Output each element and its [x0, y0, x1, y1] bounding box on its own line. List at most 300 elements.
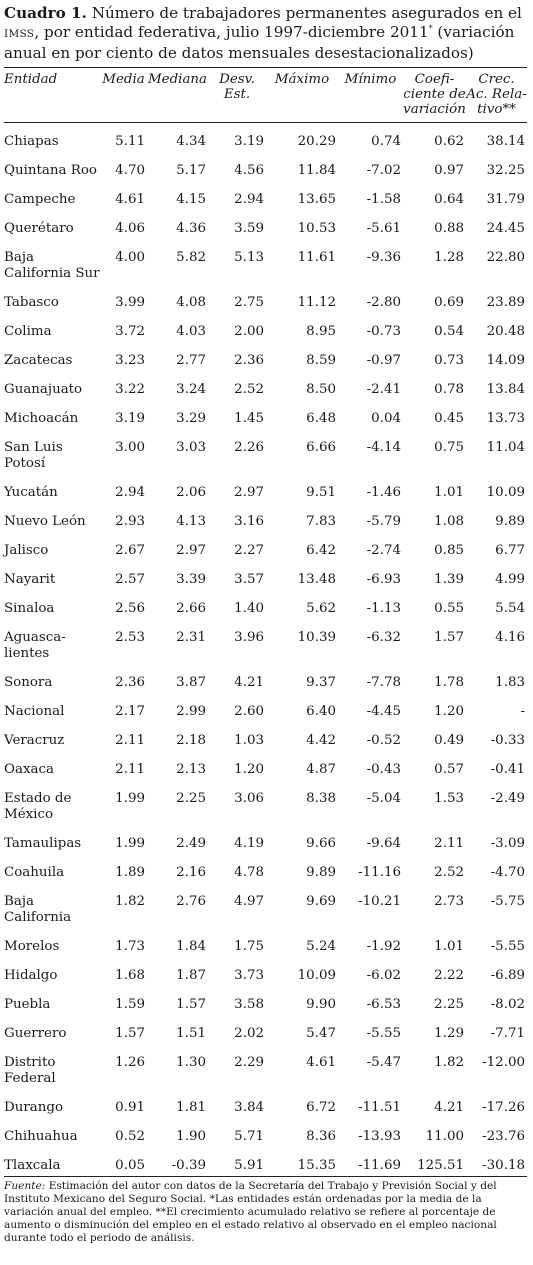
value-cell: 0.52	[115, 1129, 145, 1144]
table-row	[4, 382, 527, 411]
value-cell: 4.61	[115, 192, 145, 207]
entity-cell: Baja California	[4, 894, 72, 925]
table-row	[4, 221, 527, 250]
value-cell: -6.89	[490, 968, 525, 983]
value-cell: -7.78	[366, 675, 401, 690]
value-cell: 2.60	[234, 704, 264, 719]
value-cell: 4.42	[306, 733, 336, 748]
value-cell: 1.81	[176, 1100, 206, 1115]
value-cell: 4.08	[176, 295, 206, 310]
value-cell: 3.96	[234, 630, 264, 645]
value-cell: 8.59	[306, 353, 336, 368]
value-cell: -2.41	[366, 382, 401, 397]
table-row	[4, 411, 527, 440]
value-cell: 2.31	[176, 630, 206, 645]
value-cell: 4.97	[234, 894, 264, 909]
value-cell: -12.00	[482, 1055, 525, 1070]
value-cell: 5.47	[306, 1026, 336, 1041]
bottom-rule	[4, 1176, 527, 1177]
entity-cell: Yucatán	[4, 485, 58, 500]
value-cell: 4.70	[115, 163, 145, 178]
value-cell: 3.29	[176, 411, 206, 426]
value-cell: 2.94	[115, 485, 145, 500]
value-cell: 1.82	[434, 1055, 464, 1070]
table-row	[4, 704, 527, 733]
value-cell: 1.89	[115, 865, 145, 880]
value-cell: 15.35	[297, 1158, 336, 1173]
table-row	[4, 997, 527, 1026]
value-cell: 3.58	[234, 997, 264, 1012]
table-row	[4, 192, 527, 221]
value-cell: 4.21	[234, 675, 264, 690]
value-cell: 0.78	[434, 382, 464, 397]
data-table	[4, 68, 527, 1176]
value-cell: -10.21	[358, 894, 401, 909]
value-cell: 2.26	[234, 440, 264, 455]
entity-cell: Nayarit	[4, 572, 56, 587]
value-cell: 2.94	[234, 192, 264, 207]
value-cell: 2.11	[115, 762, 145, 777]
value-cell: 1.99	[115, 836, 145, 851]
value-cell: 10.53	[297, 221, 336, 236]
value-cell: -9.64	[366, 836, 401, 851]
entity-cell: Veracruz	[4, 733, 65, 748]
value-cell: -1.92	[366, 939, 401, 954]
value-cell: 9.51	[306, 485, 336, 500]
value-cell: -3.09	[490, 836, 525, 851]
entity-cell: Chiapas	[4, 134, 59, 149]
entity-cell: Michoacán	[4, 411, 79, 426]
value-cell: 2.13	[176, 762, 206, 777]
table-row	[4, 836, 527, 865]
value-cell: 0.73	[434, 353, 464, 368]
value-cell: 1.78	[434, 675, 464, 690]
value-cell: 3.59	[234, 221, 264, 236]
table-body	[4, 123, 527, 1177]
table-row	[4, 939, 527, 968]
value-cell: -7.02	[366, 163, 401, 178]
value-cell: 3.24	[176, 382, 206, 397]
value-cell: 11.12	[297, 295, 336, 310]
caption-text-post: , por entidad federativa, julio 1997-diciembre 2011	[34, 23, 429, 41]
value-cell: 1.01	[434, 939, 464, 954]
entity-cell: Puebla	[4, 997, 51, 1012]
value-cell: 5.17	[176, 163, 206, 178]
table-row	[4, 894, 527, 939]
table-row	[4, 675, 527, 704]
entity-cell: Sinaloa	[4, 601, 55, 616]
value-cell: 1.08	[434, 514, 464, 529]
value-cell: 3.99	[115, 295, 145, 310]
entity-cell: Guanajuato	[4, 382, 83, 397]
table-row	[4, 1055, 527, 1100]
value-cell: -2.49	[490, 791, 525, 806]
entity-cell: Distrito Federal	[4, 1055, 56, 1086]
value-cell: -5.55	[490, 939, 525, 954]
value-cell: 0.75	[434, 440, 464, 455]
table-row	[4, 163, 527, 192]
value-cell: 4.06	[115, 221, 145, 236]
column-header: Mediana	[147, 68, 208, 123]
value-cell: 0.54	[434, 324, 464, 339]
table-row	[4, 865, 527, 894]
table-row	[4, 353, 527, 382]
value-cell: 2.27	[234, 543, 264, 558]
value-cell: 1.26	[115, 1055, 145, 1070]
value-cell: 1.57	[434, 630, 464, 645]
footnote-text: Estimación del autor con datos de la Secretaría del Trabajo y Previsión Social y del Instituto Mexicano del Seguro Social. *Las entidades están ordenadas por la media de la variación anual del empleo. **El crecimiento acumulado relativo se refiere al porcentaje de aumento o disminución del empleo en el estado relativo al observado en el empleo nacional durante todo el periodo de análisis.	[4, 1180, 497, 1244]
table-row	[4, 791, 527, 836]
value-cell: 38.14	[486, 134, 525, 149]
value-cell: 2.11	[434, 836, 464, 851]
value-cell: 14.09	[486, 353, 525, 368]
value-cell: 8.50	[306, 382, 336, 397]
table-row	[4, 543, 527, 572]
value-cell: 1.84	[176, 939, 206, 954]
value-cell: -4.14	[366, 440, 401, 455]
value-cell: -17.26	[482, 1100, 525, 1115]
value-cell: 3.23	[115, 353, 145, 368]
entity-cell: Colima	[4, 324, 52, 339]
value-cell: 3.22	[115, 382, 145, 397]
value-cell: 2.73	[434, 894, 464, 909]
table-row	[4, 440, 527, 485]
value-cell: 4.03	[176, 324, 206, 339]
value-cell: 3.73	[234, 968, 264, 983]
value-cell: -1.13	[366, 601, 401, 616]
value-cell: 1.29	[434, 1026, 464, 1041]
value-cell: -5.75	[490, 894, 525, 909]
entity-cell: Guerrero	[4, 1026, 67, 1041]
table-row	[4, 1158, 527, 1176]
value-cell: 3.06	[234, 791, 264, 806]
value-cell: 4.13	[176, 514, 206, 529]
value-cell: -6.53	[366, 997, 401, 1012]
value-cell: 4.15	[176, 192, 206, 207]
table-row	[4, 630, 527, 675]
value-cell: 2.57	[115, 572, 145, 587]
value-cell: 0.45	[434, 411, 464, 426]
value-cell: 2.36	[115, 675, 145, 690]
entity-cell: Chihuahua	[4, 1129, 78, 1144]
value-cell: -0.39	[171, 1158, 206, 1173]
entity-cell: San Luis Potosí	[4, 440, 63, 471]
table-row	[4, 1129, 527, 1158]
value-cell: 10.09	[486, 485, 525, 500]
entity-cell: Nacional	[4, 704, 65, 719]
value-cell: -0.43	[366, 762, 401, 777]
value-cell: 1.20	[234, 762, 264, 777]
entity-cell: Nuevo León	[4, 514, 86, 529]
value-cell: 31.79	[486, 192, 525, 207]
value-cell: 13.84	[486, 382, 525, 397]
value-cell: -13.93	[358, 1129, 401, 1144]
value-cell: 125.51	[417, 1158, 464, 1173]
value-cell: 2.25	[176, 791, 206, 806]
value-cell: -5.61	[366, 221, 401, 236]
value-cell: 2.11	[115, 733, 145, 748]
value-cell: 6.42	[306, 543, 336, 558]
value-cell: 1.68	[115, 968, 145, 983]
value-cell: 20.29	[297, 134, 336, 149]
value-cell: -	[520, 704, 525, 719]
caption-sup: *	[428, 23, 433, 33]
value-cell: 2.97	[176, 543, 206, 558]
value-cell: 6.48	[306, 411, 336, 426]
value-cell: 10.39	[297, 630, 336, 645]
value-cell: 0.57	[434, 762, 464, 777]
value-cell: -5.55	[366, 1026, 401, 1041]
value-cell: 5.13	[234, 250, 264, 265]
caption-label: Cuadro 1.	[4, 4, 87, 22]
value-cell: 5.24	[306, 939, 336, 954]
value-cell: 7.83	[306, 514, 336, 529]
entity-cell: Quintana Roo	[4, 163, 97, 178]
value-cell: 0.05	[115, 1158, 145, 1173]
table-row	[4, 295, 527, 324]
value-cell: 2.02	[234, 1026, 264, 1041]
value-cell: 2.49	[176, 836, 206, 851]
value-cell: -23.76	[482, 1129, 525, 1144]
table-row	[4, 514, 527, 543]
value-cell: 2.76	[176, 894, 206, 909]
value-cell: 2.66	[176, 601, 206, 616]
value-cell: -8.02	[490, 997, 525, 1012]
column-header: Entidad	[4, 68, 100, 123]
value-cell: -11.16	[358, 865, 401, 880]
value-cell: 9.89	[495, 514, 525, 529]
value-cell: 11.84	[297, 163, 336, 178]
value-cell: 9.37	[306, 675, 336, 690]
value-cell: 0.97	[434, 163, 464, 178]
value-cell: 1.83	[495, 675, 525, 690]
value-cell: 0.55	[434, 601, 464, 616]
value-cell: 11.00	[425, 1129, 464, 1144]
value-cell: 3.16	[234, 514, 264, 529]
value-cell: 1.51	[176, 1026, 206, 1041]
value-cell: 2.25	[434, 997, 464, 1012]
value-cell: 1.03	[234, 733, 264, 748]
value-cell: 3.19	[234, 134, 264, 149]
value-cell: 1.28	[434, 250, 464, 265]
column-header: Máximo	[266, 68, 338, 123]
entity-cell: Coahuila	[4, 865, 65, 880]
value-cell: -2.80	[366, 295, 401, 310]
value-cell: 2.06	[176, 485, 206, 500]
value-cell: 3.84	[234, 1100, 264, 1115]
value-cell: -5.04	[366, 791, 401, 806]
value-cell: -11.51	[358, 1100, 401, 1115]
value-cell: 1.45	[234, 411, 264, 426]
table-row	[4, 250, 527, 295]
value-cell: 23.89	[486, 295, 525, 310]
value-cell: 1.39	[434, 572, 464, 587]
value-cell: 0.91	[115, 1100, 145, 1115]
value-cell: -30.18	[482, 1158, 525, 1173]
value-cell: 1.53	[434, 791, 464, 806]
table-row	[4, 1100, 527, 1129]
value-cell: 4.56	[234, 163, 264, 178]
value-cell: 1.75	[234, 939, 264, 954]
value-cell: 1.57	[176, 997, 206, 1012]
table-row	[4, 123, 527, 164]
value-cell: 2.99	[176, 704, 206, 719]
column-header: Coefi-ciente de variación	[403, 68, 466, 123]
value-cell: 0.04	[371, 411, 401, 426]
value-cell: 13.73	[486, 411, 525, 426]
entity-cell: Jalisco	[4, 543, 49, 558]
column-header: Mínimo	[338, 68, 403, 123]
value-cell: -4.45	[366, 704, 401, 719]
value-cell: -5.79	[366, 514, 401, 529]
value-cell: -9.36	[366, 250, 401, 265]
table-row	[4, 733, 527, 762]
caption-text-pre: Número de trabajadores permanentes asegurados en el	[91, 4, 522, 22]
value-cell: 5.91	[234, 1158, 264, 1173]
value-cell: 0.69	[434, 295, 464, 310]
column-header: Media	[100, 68, 147, 123]
value-cell: 6.40	[306, 704, 336, 719]
value-cell: 0.64	[434, 192, 464, 207]
caption-text-tail: (variación anual en por ciento de datos mensuales desestacionalizados)	[4, 23, 515, 62]
value-cell: 1.82	[115, 894, 145, 909]
value-cell: 2.29	[234, 1055, 264, 1070]
value-cell: -0.41	[490, 762, 525, 777]
value-cell: 9.66	[306, 836, 336, 851]
value-cell: 2.52	[434, 865, 464, 880]
value-cell: 2.22	[434, 968, 464, 983]
value-cell: 9.90	[306, 997, 336, 1012]
value-cell: -0.73	[366, 324, 401, 339]
value-cell: 2.18	[176, 733, 206, 748]
value-cell: 4.16	[495, 630, 525, 645]
value-cell: 1.30	[176, 1055, 206, 1070]
value-cell: 3.39	[176, 572, 206, 587]
value-cell: 6.72	[306, 1100, 336, 1115]
entity-cell: Hidalgo	[4, 968, 58, 983]
value-cell: 22.80	[486, 250, 525, 265]
table-row	[4, 1026, 527, 1055]
value-cell: -7.71	[490, 1026, 525, 1041]
value-cell: 1.87	[176, 968, 206, 983]
value-cell: -1.46	[366, 485, 401, 500]
value-cell: 1.20	[434, 704, 464, 719]
value-cell: 2.75	[234, 295, 264, 310]
entity-cell: Sonora	[4, 675, 53, 690]
value-cell: 2.52	[234, 382, 264, 397]
value-cell: 1.73	[115, 939, 145, 954]
entity-cell: Aguasca-lientes	[4, 630, 66, 661]
value-cell: 0.49	[434, 733, 464, 748]
value-cell: 5.11	[115, 134, 145, 149]
value-cell: 0.74	[371, 134, 401, 149]
table-row	[4, 485, 527, 514]
table-caption	[4, 4, 527, 63]
value-cell: 1.90	[176, 1129, 206, 1144]
column-header: Desv. Est.	[208, 68, 266, 123]
value-cell: 4.61	[306, 1055, 336, 1070]
value-cell: 9.89	[306, 865, 336, 880]
entity-cell: Baja California Sur	[4, 250, 100, 281]
value-cell: 6.77	[495, 543, 525, 558]
header-row	[4, 68, 527, 123]
value-cell: 13.48	[297, 572, 336, 587]
table-row	[4, 762, 527, 791]
value-cell: -11.69	[358, 1158, 401, 1173]
table-row	[4, 968, 527, 997]
entity-cell: Querétaro	[4, 221, 74, 236]
value-cell: -4.70	[490, 865, 525, 880]
entity-cell: Tamaulipas	[4, 836, 82, 851]
value-cell: 2.97	[234, 485, 264, 500]
value-cell: 3.00	[115, 440, 145, 455]
value-cell: 0.85	[434, 543, 464, 558]
caption-imss: IMSS	[4, 28, 35, 40]
table-row	[4, 601, 527, 630]
table-row	[4, 572, 527, 601]
value-cell: -0.33	[490, 733, 525, 748]
table-row	[4, 324, 527, 353]
value-cell: 1.99	[115, 791, 145, 806]
value-cell: 2.67	[115, 543, 145, 558]
value-cell: 4.34	[176, 134, 206, 149]
value-cell: 4.21	[434, 1100, 464, 1115]
value-cell: -6.32	[366, 630, 401, 645]
entity-cell: Zacatecas	[4, 353, 73, 368]
value-cell: -6.93	[366, 572, 401, 587]
value-cell: -1.58	[366, 192, 401, 207]
value-cell: 2.16	[176, 865, 206, 880]
value-cell: 1.57	[115, 1026, 145, 1041]
value-cell: -0.52	[366, 733, 401, 748]
value-cell: 1.59	[115, 997, 145, 1012]
value-cell: 11.04	[486, 440, 525, 455]
value-cell: 6.66	[306, 440, 336, 455]
column-header: Crec. Ac. Rela-tivo**	[466, 68, 527, 123]
value-cell: 1.01	[434, 485, 464, 500]
value-cell: -5.47	[366, 1055, 401, 1070]
value-cell: 2.56	[115, 601, 145, 616]
entity-cell: Durango	[4, 1100, 64, 1115]
value-cell: 4.99	[495, 572, 525, 587]
value-cell: 5.62	[306, 601, 336, 616]
value-cell: 4.19	[234, 836, 264, 851]
value-cell: 0.88	[434, 221, 464, 236]
value-cell: 2.53	[115, 630, 145, 645]
value-cell: 8.95	[306, 324, 336, 339]
value-cell: 9.69	[306, 894, 336, 909]
footnote	[4, 1180, 527, 1245]
value-cell: 0.62	[434, 134, 464, 149]
value-cell: 5.82	[176, 250, 206, 265]
value-cell: -6.02	[366, 968, 401, 983]
value-cell: 3.57	[234, 572, 264, 587]
entity-cell: Oaxaca	[4, 762, 54, 777]
value-cell: 3.72	[115, 324, 145, 339]
value-cell: 4.78	[234, 865, 264, 880]
value-cell: 10.09	[297, 968, 336, 983]
value-cell: 3.19	[115, 411, 145, 426]
value-cell: -0.97	[366, 353, 401, 368]
value-cell: 2.93	[115, 514, 145, 529]
value-cell: 4.00	[115, 250, 145, 265]
value-cell: 5.54	[495, 601, 525, 616]
value-cell: 8.38	[306, 791, 336, 806]
footnote-label: Fuente:	[4, 1180, 46, 1192]
value-cell: 8.36	[306, 1129, 336, 1144]
value-cell: 11.61	[297, 250, 336, 265]
value-cell: 2.17	[115, 704, 145, 719]
